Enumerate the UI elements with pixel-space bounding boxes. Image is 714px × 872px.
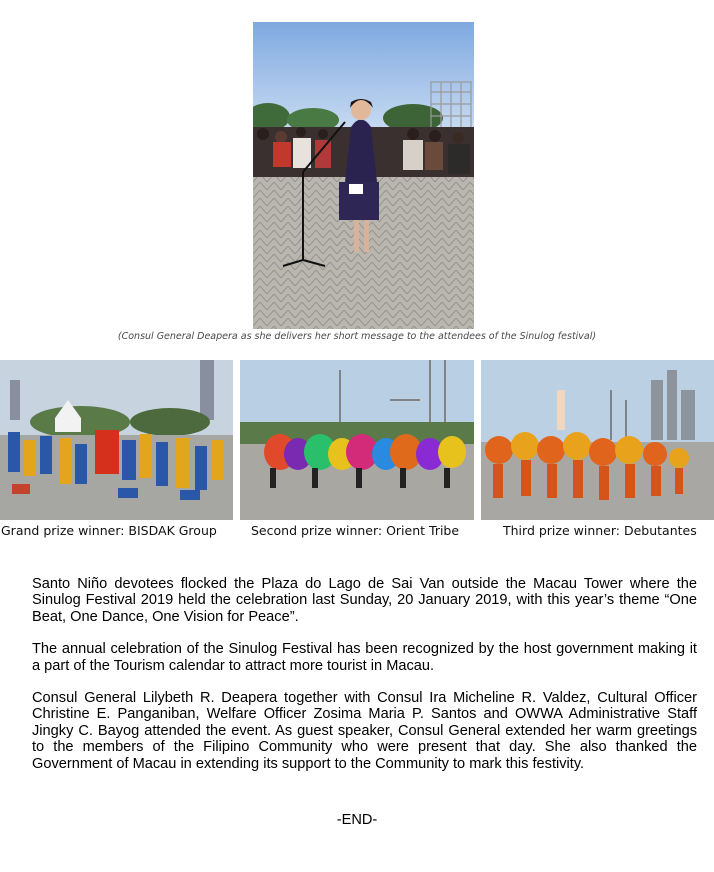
photo-caption-bisdak: Grand prize winner: BISDAK Group: [1, 523, 217, 538]
paragraph-1: Santo Niño devotees flocked the Plaza do Lago de Sai Van outside the Macau Tower where the Sinulog Festival 2019 held the celebration last Sunday, 20 January 2019, with this year’s theme “One Beat, One Dance, One Vision for Peace”.: [32, 576, 697, 625]
paragraph-2: The annual celebration of the Sinulog Festival has been recognized by the host government making it a part of the Tourism calendar to attract more tourist in Macau.: [32, 641, 697, 674]
end-mark: -END-: [336, 812, 378, 828]
main-photo-caption: (Consul General Deapera as she delivers her short message to the attendees of the Sinulog festival): [117, 331, 597, 342]
photo-caption-debutantes: Third prize winner: Debutantes: [503, 523, 697, 538]
main-photo-speaker: [253, 22, 474, 329]
photo-debutantes: [481, 360, 714, 520]
article-body: [32, 576, 697, 788]
photo-orient-tribe: [240, 360, 474, 520]
paragraph-3: Consul General Lilybeth R. Deapera together with Consul Ira Micheline R. Valdez, Cultural Officer Christine E. Panganiban, Welfare Officer Zosima Maria P. Santos and OWWA Administrative Staff Jingky C. Bayog attended the event. As guest speaker, Consul General extended her warm greetings to the members of the Filipino Community who were present that day. She also thanked the Government of Macau in extending its support to the Community to mark this festivity.: [32, 690, 697, 772]
photo-caption-orient: Second prize winner: Orient Tribe: [251, 523, 460, 538]
photo-bisdak-group: [0, 360, 233, 520]
